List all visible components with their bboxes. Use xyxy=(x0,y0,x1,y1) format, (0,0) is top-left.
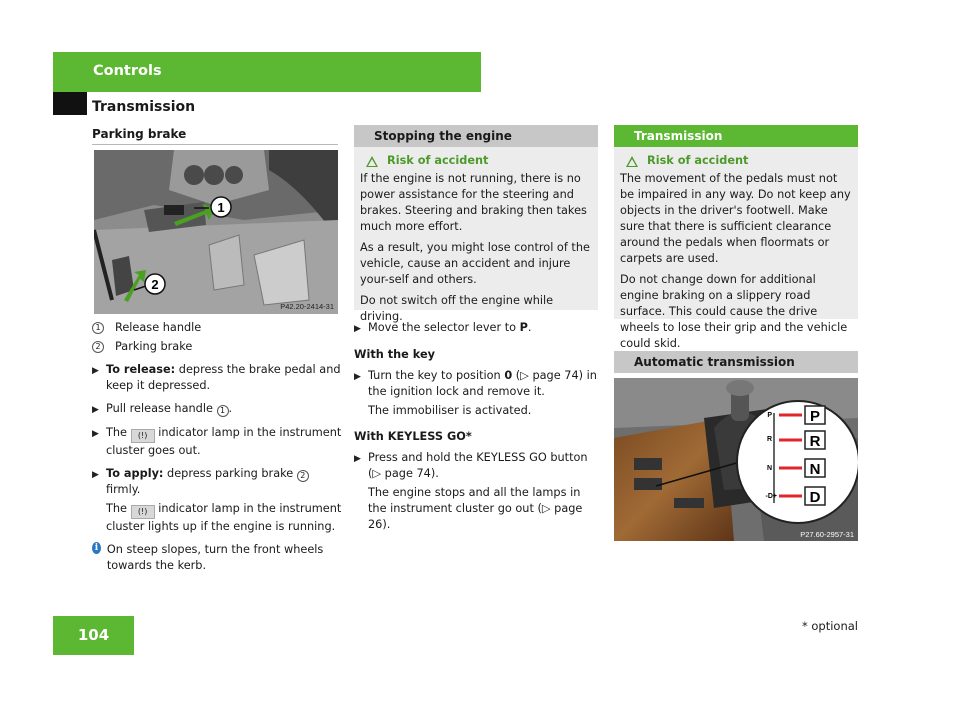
with-key-heading: With the key xyxy=(354,348,435,361)
section-title: Transmission xyxy=(92,99,196,115)
small-gear-r: R xyxy=(766,436,772,443)
caption-1: 1 Release handle xyxy=(92,320,342,336)
transmission-warning-1: The movement of the pedals must not be impaired in any way. Do not keep any objects in the driver's footwell. Make sure that there is sufficient clearance around the pedals when floormats or carpets are used. xyxy=(620,172,851,265)
stopping-engine-steps xyxy=(354,320,600,540)
page-number: 104 xyxy=(77,626,110,644)
step-release: ▶ To release: depress the brake pedal and keep it depressed. xyxy=(92,363,341,392)
gear-label-n: N xyxy=(809,461,821,478)
parking-brake-photo xyxy=(94,150,338,314)
stopping-engine-heading: Stopping the engine xyxy=(354,125,598,147)
section-marker xyxy=(53,92,87,115)
step-selector-p: ▶ Move the selector lever to P. xyxy=(354,320,600,337)
optional-footnote: * optional xyxy=(801,619,858,633)
warning-header: Risk of accident xyxy=(366,153,592,169)
arrow-icon: ▶ xyxy=(354,324,361,334)
gear-label-r: R xyxy=(809,433,821,450)
step-lamp-out: ▶ The (!) indicator lamp in the instrument cluster goes out. xyxy=(92,426,342,457)
stopping-engine-panel xyxy=(354,125,598,323)
step-apply-result: The (!) indicator lamp in the instrument cluster lights up if the engine is running. xyxy=(106,502,342,533)
gear-indicator-magnify xyxy=(737,401,858,523)
keyless-heading: With KEYLESS GO* xyxy=(354,430,472,443)
info-icon: i xyxy=(92,542,101,554)
selector-lever-photo xyxy=(614,378,858,541)
immobiliser-note: The immobiliser is activated. xyxy=(368,404,532,417)
warning-header: Risk of accident xyxy=(626,153,852,169)
arrow-icon: ▶ xyxy=(92,429,99,439)
callout-1-label: 1 xyxy=(217,200,225,215)
keyless-result: The engine stops and all the lamps in the instrument cluster go out (▷ page 26). xyxy=(368,486,583,531)
page-number-box xyxy=(53,616,134,655)
small-gear-p: P xyxy=(767,412,772,419)
warning-triangle-icon xyxy=(626,156,638,167)
parking-image-code: P42.20-2414-31 xyxy=(280,302,334,311)
automatic-transmission-heading: Automatic transmission xyxy=(614,351,858,373)
gear-label-p: P xyxy=(809,408,821,425)
arrow-icon: ▶ xyxy=(354,454,361,464)
step-apply: ▶ To apply: depress parking brake 2 firmly. xyxy=(92,466,342,498)
step-pull-handle: ▶ Pull release handle 1 . xyxy=(92,401,342,418)
selector-lever-illustration xyxy=(614,378,858,541)
callout-2-label: 2 xyxy=(151,277,159,292)
info-note: i On steep slopes, turn the front wheels towards the kerb. xyxy=(92,542,342,574)
warning-text-3: Do not switch off the engine while driving. xyxy=(360,294,554,323)
arrow-icon: ▶ xyxy=(92,405,99,415)
small-gear-d: -D+ xyxy=(765,493,777,500)
warning-text-2: As a result, you might lose control of the vehicle, cause an accident and injure your-self and others. xyxy=(360,241,590,286)
warning-text-1: If the engine is not running, there is no power assistance for the steering and brakes. Steering and braking then takes much more effort. xyxy=(360,172,587,233)
chapter-title: Controls xyxy=(93,63,162,79)
gear-label-d: D xyxy=(809,489,821,506)
brake-lamp-icon: (!) xyxy=(131,429,155,443)
transmission-heading: Transmission xyxy=(614,125,858,147)
arrow-icon: ▶ xyxy=(92,366,99,376)
parking-brake-heading: Parking brake xyxy=(92,127,338,145)
brake-lamp-icon: (!) xyxy=(131,505,155,519)
step-keyless: ▶ Press and hold the KEYLESS GO button (▷ page 74). xyxy=(354,451,588,480)
arrow-icon: ▶ xyxy=(354,372,361,382)
transmission-panel xyxy=(614,125,858,350)
step-turn-key: ▶ Turn the key to position 0 (▷ page 74) in the ignition lock and remove it. xyxy=(354,369,597,398)
chapter-tab xyxy=(53,52,481,92)
parking-brake-text xyxy=(92,320,342,574)
automatic-image-code: P27.60-2957-31 xyxy=(800,530,854,539)
arrow-icon: ▶ xyxy=(92,470,99,480)
warning-triangle-icon xyxy=(366,156,378,167)
transmission-warning-2: Do not change down for additional engine braking on a slippery road surface. This could cause the drive wheels to lose their grip and the vehicle could skid. xyxy=(620,273,848,350)
small-gear-n: N xyxy=(766,465,772,472)
caption-2: 2 Parking brake xyxy=(92,339,342,355)
parking-brake-illustration xyxy=(94,150,338,314)
